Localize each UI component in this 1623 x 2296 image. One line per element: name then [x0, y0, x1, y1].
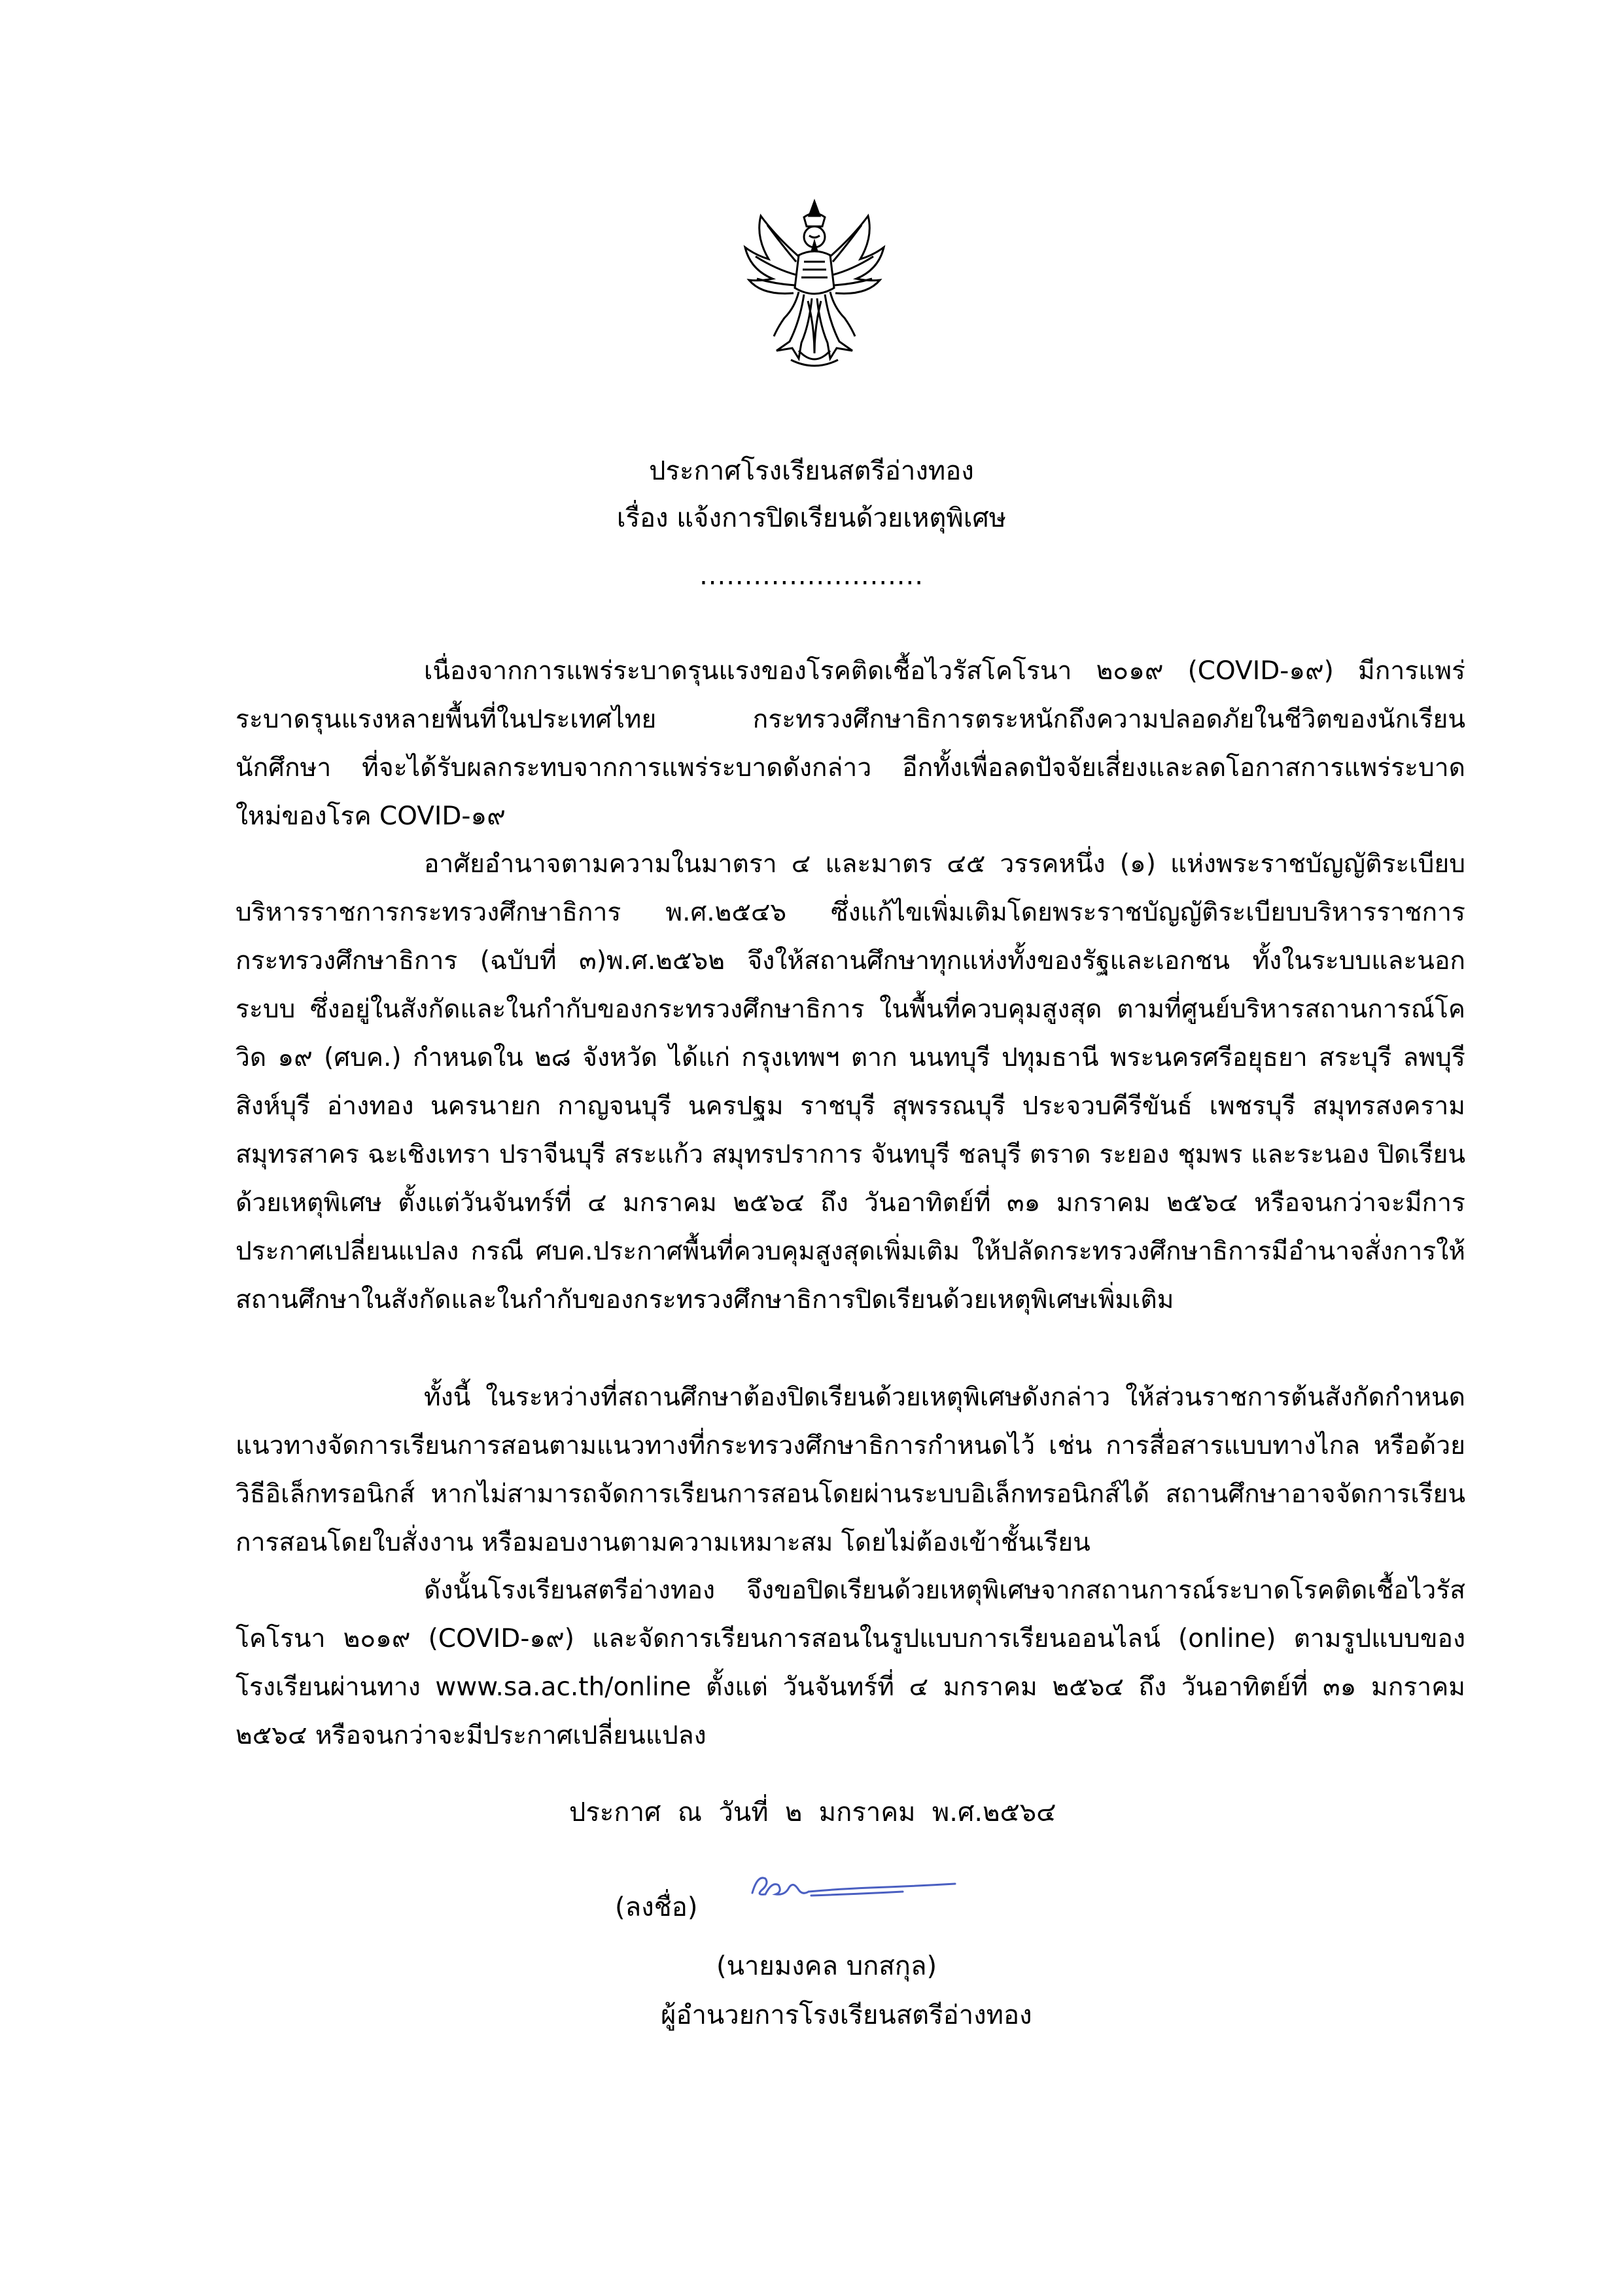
signer-name: (นายมงคล บกสกุล) [716, 1951, 937, 1981]
title-divider: ......................... [699, 561, 924, 591]
body-paragraph-1: เนื่องจากการแพร่ระบาดรุนแรงของโรคติดเชื้อไวรัสโคโรนา ๒๐๑๙ (COVID-๑๙) มีการแพร่ระบาดรุนแรงหลายพื้นที่ในประเทศไทย กระทรวงศึกษาธิการตระหนักถึงความปลอดภัยในชีวิตของนักเรียนนักศึกษา ที่จะได้รับผลกระทบจากการแพร่ระบาดดังกล่าว อีกทั้งเพื่อลดปัจจัยเสี่ยงและลดโอกาสการแพร่ระบาดใหม่ของโรค COVID-๑๙ [236, 656, 1465, 831]
garuda-emblem-icon [736, 196, 893, 373]
body-paragraph-3: ทั้งนี้ ในระหว่างที่สถานศึกษาต้องปิดเรียนด้วยเหตุพิเศษดังกล่าว ให้ส่วนราชการต้นสังกัดกำหนดแนวทางจัดการเรียนการสอนตามแนวทางที่กระทรวงศึกษาธิการกำหนดไว้ เช่น การสื่อสารแบบทางไกล หรือด้วยวิธีอิเล็กทรอนิกส์ หากไม่สามารถจัดการเรียนการสอนโดยผ่านระบบอิเล็กทรอนิกส์ได้ สถานศึกษาอาจจัดการเรียนการสอนโดยใบสั่งงาน หรือมอบงานตามความเหมาะสม โดยไม่ต้องเข้าชั้นเรียน [236, 1383, 1465, 1557]
signer-position: ผู้อำนวยการโรงเรียนสตรีอ่างทอง [661, 2000, 1032, 2030]
announcement-title: ประกาศโรงเรียนสตรีอ่างทอง [649, 456, 974, 486]
body-paragraph-4: ดังนั้นโรงเรียนสตรีอ่างทอง จึงขอปิดเรียนด้วยเหตุพิเศษจากสถานการณ์ระบาดโรคติดเชื้อไวรัสโคโรนา ๒๐๑๙ (COVID-๑๙) และจัดการเรียนการสอนในรูปแบบการเรียนออนไลน์ (online) ตามรูปแบบของโรงเรียนผ่านทาง www.sa.ac.th/online ตั้งแต่ วันจันทร์ที่ ๔ มกราคม ๒๕๖๔ ถึง วันอาทิตย์ที่ ๓๑ มกราคม ๒๕๖๔ หรือจนกว่าจะมีประกาศเปลี่ยนแปลง [236, 1576, 1465, 1750]
sign-label: (ลงชื่อ) [615, 1892, 698, 1922]
announcement-subject: เรื่อง แจ้งการปิดเรียนด้วยเหตุพิเศษ [616, 503, 1007, 533]
announcement-date: ประกาศ ณ วันที่ ๒ มกราคม พ.ศ.๒๕๖๔ [569, 1797, 1056, 1828]
signature-image [746, 1862, 962, 1914]
body-paragraph-2: อาศัยอำนาจตามความในมาตรา ๔ และมาตร ๔๕ วรรคหนึ่ง (๑) แห่งพระราชบัญญัติระเบียบบริหารราชการกระทรวงศึกษาธิการ พ.ศ.๒๕๔๖ ซึ่งแก้ไขเพิ่มเติมโดยพระราชบัญญัติระเบียบบริหารราชการกระทรวงศึกษาธิการ (ฉบับที่ ๓)พ.ศ.๒๕๖๒ จึงให้สถานศึกษาทุกแห่งทั้งของรัฐและเอกชน ทั้งในระบบและนอกระบบ ซึ่งอยู่ในสังกัดและในกำกับของกระทรวงศึกษาธิการ ในพื้นที่ควบคุมสูงสุด ตามที่ศูนย์บริหารสถานการณ์โควิด ๑๙ (ศบค.) กำหนดใน ๒๘ จังหวัด ได้แก่ กรุงเทพฯ ตาก นนทบุรี ปทุมธานี พระนครศรีอยุธยา สระบุรี ลพบุรี สิงห์บุรี อ่างทอง นครนายก กาญจนบุรี นครปฐม ราชบุรี สุพรรณบุรี ประจวบคีรีขันธ์ เพชรบุรี สมุทรสงคราม สมุทรสาคร ฉะเชิงเทรา ปราจีนบุรี สระแก้ว สมุทรปราการ จันทบุรี ชลบุรี ตราด ระยอง ชุมพร และระนอง ปิดเรียนด้วยเหตุพิเศษ ตั้งแต่วันจันทร์ที่ ๔ มกราคม ๒๕๖๔ ถึง วันอาทิตย์ที่ ๓๑ มกราคม ๒๕๖๔ หรือจนกว่าจะมีการประกาศเปลี่ยนแปลง กรณี ศบค.ประกาศพื้นที่ควบคุมสูงสุดเพิ่มเติม ให้ปลัดกระทรวงศึกษาธิการมีอำนาจสั่งการให้สถานศึกษาในสังกัดและในกำกับของกระทรวงศึกษาธิการปิดเรียนด้วยเหตุพิเศษเพิ่มเติม [236, 849, 1465, 1315]
